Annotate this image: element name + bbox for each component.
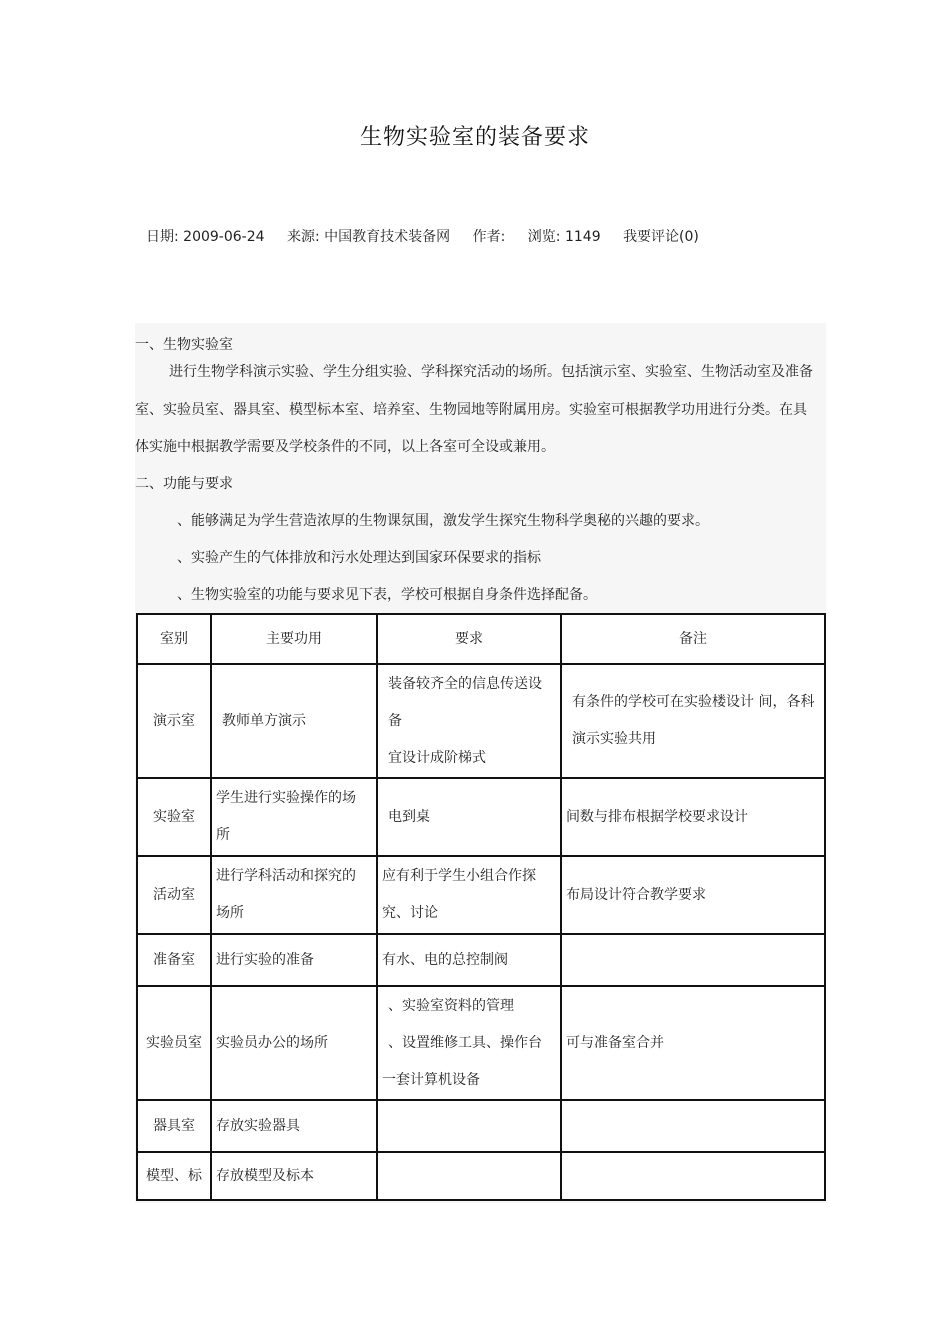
- table-row: [137, 664, 825, 778]
- table-row: [137, 986, 825, 1100]
- list-item: 、能够满足为学生营造浓厚的生物课氛围，激发学生探究生物科学奥秘的兴趣的要求。: [177, 513, 709, 529]
- body-line: 室、实验员室、器具室、模型标本室、培养室、生物园地等附属用房。实验室可根据教学功用进行分类。在具: [135, 402, 807, 418]
- article-body: [135, 323, 826, 1203]
- function-cell: 存放实验器具: [211, 1100, 377, 1152]
- note-cell: 可与准备室合并: [561, 986, 825, 1100]
- function-cell: 存放模型及标本: [211, 1152, 377, 1200]
- table-row: [137, 1100, 825, 1152]
- source-field: 来源: 中国教育技术装备网: [287, 229, 451, 245]
- section-heading-2: 二、功能与要求: [135, 476, 233, 492]
- note-cell: 间数与排布根据学校要求设计: [561, 778, 825, 856]
- body-line: 进行生物学科演示实验、学生分组实验、学科探究活动的场所。包括演示室、实验室、生物活动室及准备: [169, 364, 813, 380]
- function-cell: 教师单方演示: [211, 664, 377, 778]
- views-field: 浏览: 1149: [527, 229, 601, 245]
- page-title: 生物实验室的装备要求: [359, 125, 590, 150]
- function-cell: 进行实验的准备: [211, 934, 377, 986]
- body-line: 体实施中根据教学需要及学校条件的不同，以上各室可全设或兼用。: [135, 439, 555, 455]
- note-cell: [561, 1152, 825, 1200]
- room-cell: 活动室: [137, 856, 211, 934]
- room-cell: 准备室: [137, 934, 211, 986]
- article-meta: [146, 226, 717, 246]
- table-row: [137, 934, 825, 986]
- header-cell: 要求: [377, 614, 561, 664]
- section-heading-1: 一、生物实验室: [135, 337, 233, 353]
- room-cell: 器具室: [137, 1100, 211, 1152]
- function-cell: 学生进行实验操作的场 所: [211, 778, 377, 856]
- list-item: 、生物实验室的功能与要求见下表，学校可根据自身条件选择配备。: [177, 587, 597, 603]
- equipment-table: [136, 613, 826, 1201]
- requirement-cell: 应有利于学生小组合作探 究、讨论: [377, 856, 561, 934]
- requirement-cell: 、实验室资料的管理 、设置维修工具、操作台 一套计算机设备: [377, 986, 561, 1100]
- header-cell: 室别: [137, 614, 211, 664]
- table-header-row: [137, 614, 825, 664]
- header-cell: 主要功用: [211, 614, 377, 664]
- requirement-cell: 有水、电的总控制阀: [377, 934, 561, 986]
- room-cell: 实验室: [137, 778, 211, 856]
- note-cell: [561, 934, 825, 986]
- function-cell: 进行学科活动和探究的 场所: [211, 856, 377, 934]
- room-cell: 模型、标: [137, 1152, 211, 1200]
- table-row: [137, 856, 825, 934]
- requirement-cell: 电到桌: [377, 778, 561, 856]
- requirement-cell: 装备较齐全的信息传送设 备 宜设计成阶梯式: [377, 664, 561, 778]
- requirement-cell: [377, 1152, 561, 1200]
- room-cell: 演示室: [137, 664, 211, 778]
- author-field: 作者:: [472, 229, 506, 245]
- header-cell: 备注: [561, 614, 825, 664]
- date-field: 日期: 2009-06-24: [146, 229, 265, 245]
- note-cell: 有条件的学校可在实验楼设计 间，各科 演示实验共用: [561, 664, 825, 778]
- table-row: [137, 778, 825, 856]
- function-cell: 实验员办公的场所: [211, 986, 377, 1100]
- room-cell: 实验员室: [137, 986, 211, 1100]
- note-cell: 布局设计符合教学要求: [561, 856, 825, 934]
- table-row: [137, 1152, 825, 1200]
- requirement-cell: [377, 1100, 561, 1152]
- list-item: 、实验产生的气体排放和污水处理达到国家环保要求的指标: [177, 550, 541, 566]
- note-cell: [561, 1100, 825, 1152]
- comment-link[interactable]: 我要评论(0): [623, 229, 699, 245]
